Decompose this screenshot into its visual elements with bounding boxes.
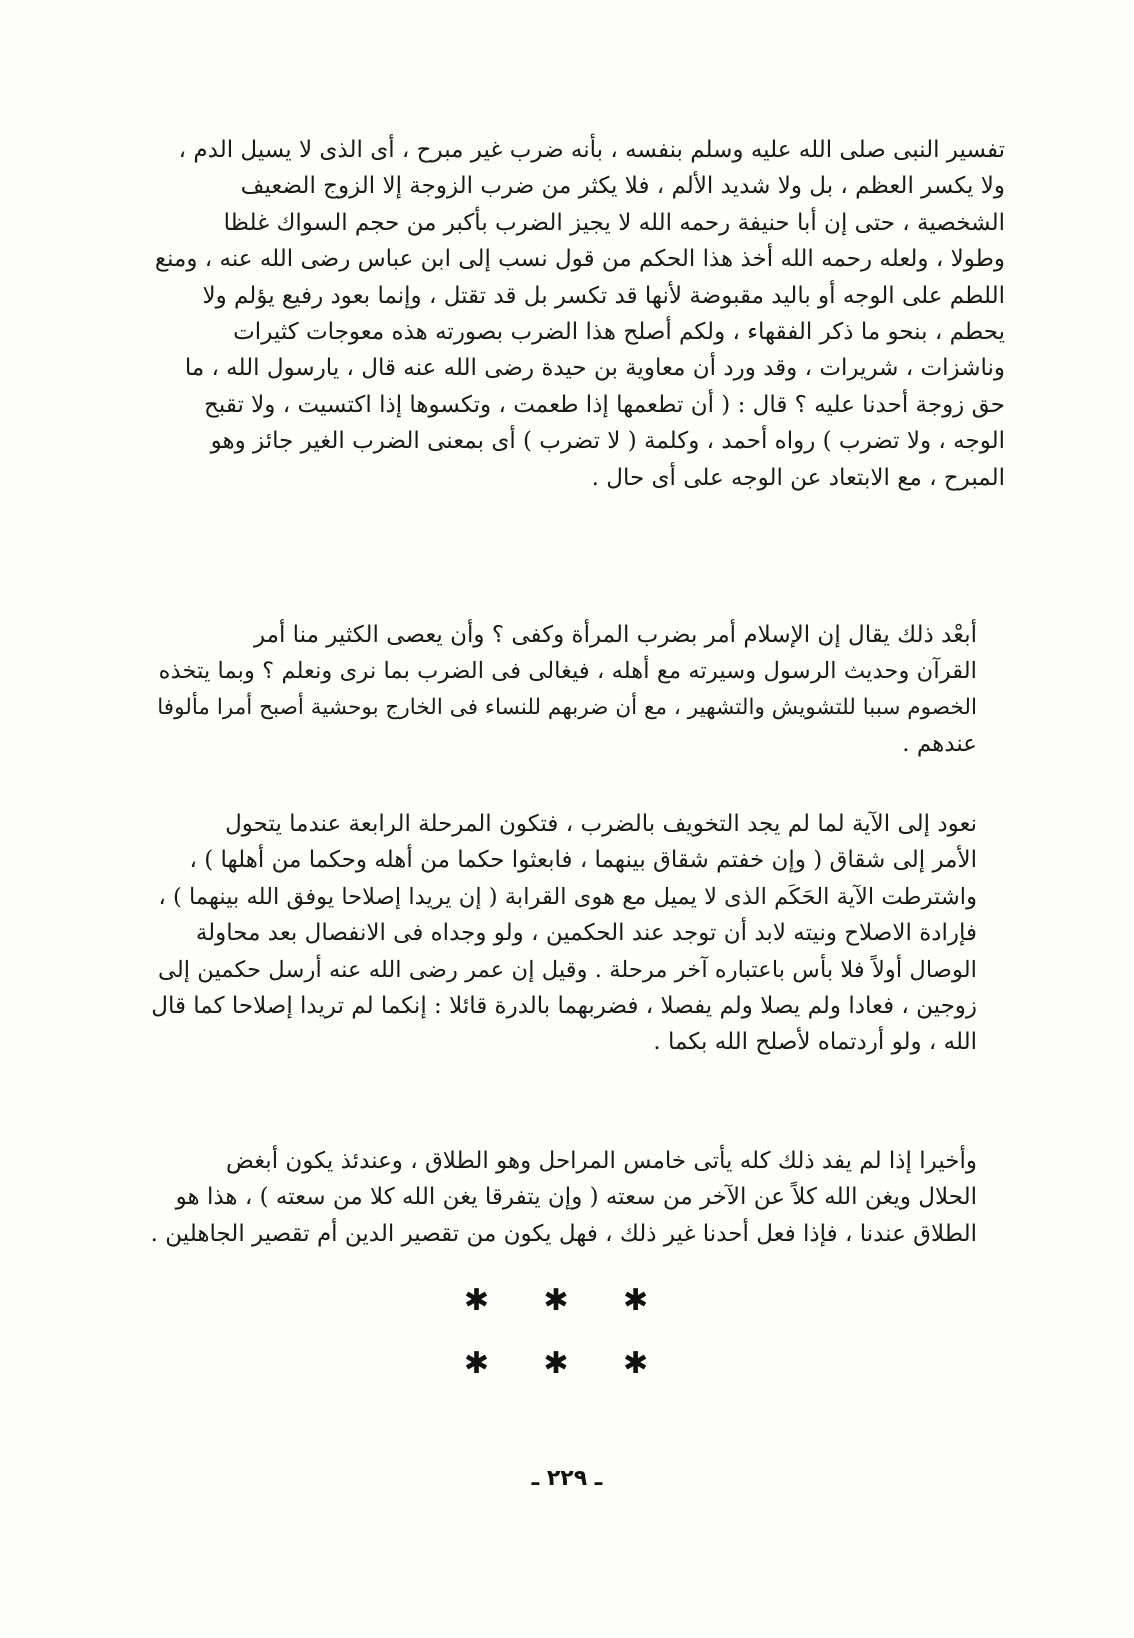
text-line: تفسير النبى صلى الله عليه وسلم بنفسه ، بأنه ضرب غير مبرح ، أى الذى لا يسيل الدم ،	[178, 137, 1005, 163]
text-line: القرآن وحديث الرسول وسيرته مع أهله ، فيغالى فى الضرب بما نرى ونعلم ؟ وبما يتخذه	[158, 658, 977, 685]
text-line: المبرح ، مع الابتعاد عن الوجه على أى حال .	[591, 464, 1005, 491]
text-line: الشخصية ، حتى إن أبا حنيفة رحمه الله لا يجيز الضرب بأكبر من حجم السواك غلظا	[223, 209, 1005, 236]
text-line: الوجه ، ولا تضرب ) رواه أحمد ، وكلمة ( لا تضرب ) أى بمعنى الضرب الغير جائز وهو	[210, 428, 1005, 455]
text-line: واشترطت الآية الحَكَم الذى لا يميل مع هوى القرابة ( إن يريدا إصلاحا يوفق الله بينهما ) ،	[158, 883, 977, 910]
text-line: الحلال ويغن الله كلاً عن الآخر من سعته ( وإن يتفرقا يغن الله كلا من سعته ) ، هذا هو	[175, 1184, 977, 1211]
text-line: ولا يكسر العظم ، بل ولا شديد الألم ، فلا يكثر من ضرب الزوجة إلا الزوج الضعيف	[240, 173, 1005, 200]
paragraph-4	[150, 1143, 1005, 1252]
text-line: أبعْد ذلك يقال إن الإسلام أمر بضرب المرأة وكفى ؟ وأن يعصى الكثير منا أمر	[253, 622, 977, 648]
text-line: وناشزات ، شريرات ، وقد ورد أن معاوية بن حيدة رضى الله عنه قال ، يارسول الله ، ما	[184, 355, 1005, 382]
section-separator: ✱ ✱ ✱	[463, 1346, 671, 1381]
text-line: فإرادة الاصلاح ونيته لابد أن توجد عند الحكمين ، ولو وجداه فى الانفصال بعد محاولة	[195, 920, 977, 947]
text-line: الوصال أولاً فلا بأس باعتباره آخر مرحلة . وقيل إن عمر رضى الله عنه أرسل حكمين إلى	[157, 956, 977, 983]
paragraph-2	[150, 617, 1005, 763]
text-line: عندهم .	[902, 731, 977, 758]
text-line: زوجين ، فعادا ولم يصلا ولم يفصلا ، فضربهما بالدرة قائلا : إنكما لم تريدا إصلاحا كما قال	[151, 993, 977, 1020]
text-line: يحطم ، بنحو ما ذكر الفقهاء ، ولكم أصلح هذا الضرب بصورته هذه معوجات كثيرات	[233, 319, 1005, 346]
text-line: الأمر إلى شقاق ( وإن خفتم شقاق بينهما ، فابعثوا حكما من أهله وحكما من أهلها ) ،	[189, 847, 977, 874]
text-line: الله ، ولو أردتماه لأصلح الله بكما .	[653, 1029, 977, 1056]
text-line: حق زوجة أحدنا عليه ؟ قال : ( أن تطعمها إذا طعمت ، وتكسوها إذا اكتسيت ، ولا تقبح	[204, 391, 1005, 418]
paragraph-3	[150, 806, 1005, 1061]
section-separator: ✱ ✱ ✱	[463, 1283, 671, 1318]
text-line: الخصوم سببا للتشويش والتشهير ، مع أن ضربهم للنساء فى الخارج بوحشية أصبح أمرا مألوفا	[157, 694, 977, 720]
text-line: وطولا ، ولعله رحمه الله أخذ هذا الحكم من قول نسب إلى ابن عباس رضى الله عنه ، ومنع	[154, 246, 1005, 273]
text-line: اللطم على الوجه أو باليد مقبوضة لأنها قد تكسر بل قد تقتل ، وإنما بعود رفيع يؤلم ولا	[202, 282, 1005, 309]
text-line: نعود إلى الآية لما لم يجد التخويف بالضرب ، فتكون المرحلة الرابعة عندما يتحول	[225, 811, 977, 837]
paragraph-1	[150, 132, 1005, 496]
page-number: ـ ٢٢٩ ـ	[531, 1466, 603, 1491]
text-line: الطلاق عندنا ، فإذا فعل أحدنا غير ذلك ، فهل يكون من تقصير الدين أم تقصير الجاهلين .	[150, 1220, 977, 1247]
text-line: وأخيرا إذا لم يفد ذلك كله يأتى خامس المراحل وهو الطلاق ، وعندئذ يكون أبغض	[226, 1148, 977, 1174]
